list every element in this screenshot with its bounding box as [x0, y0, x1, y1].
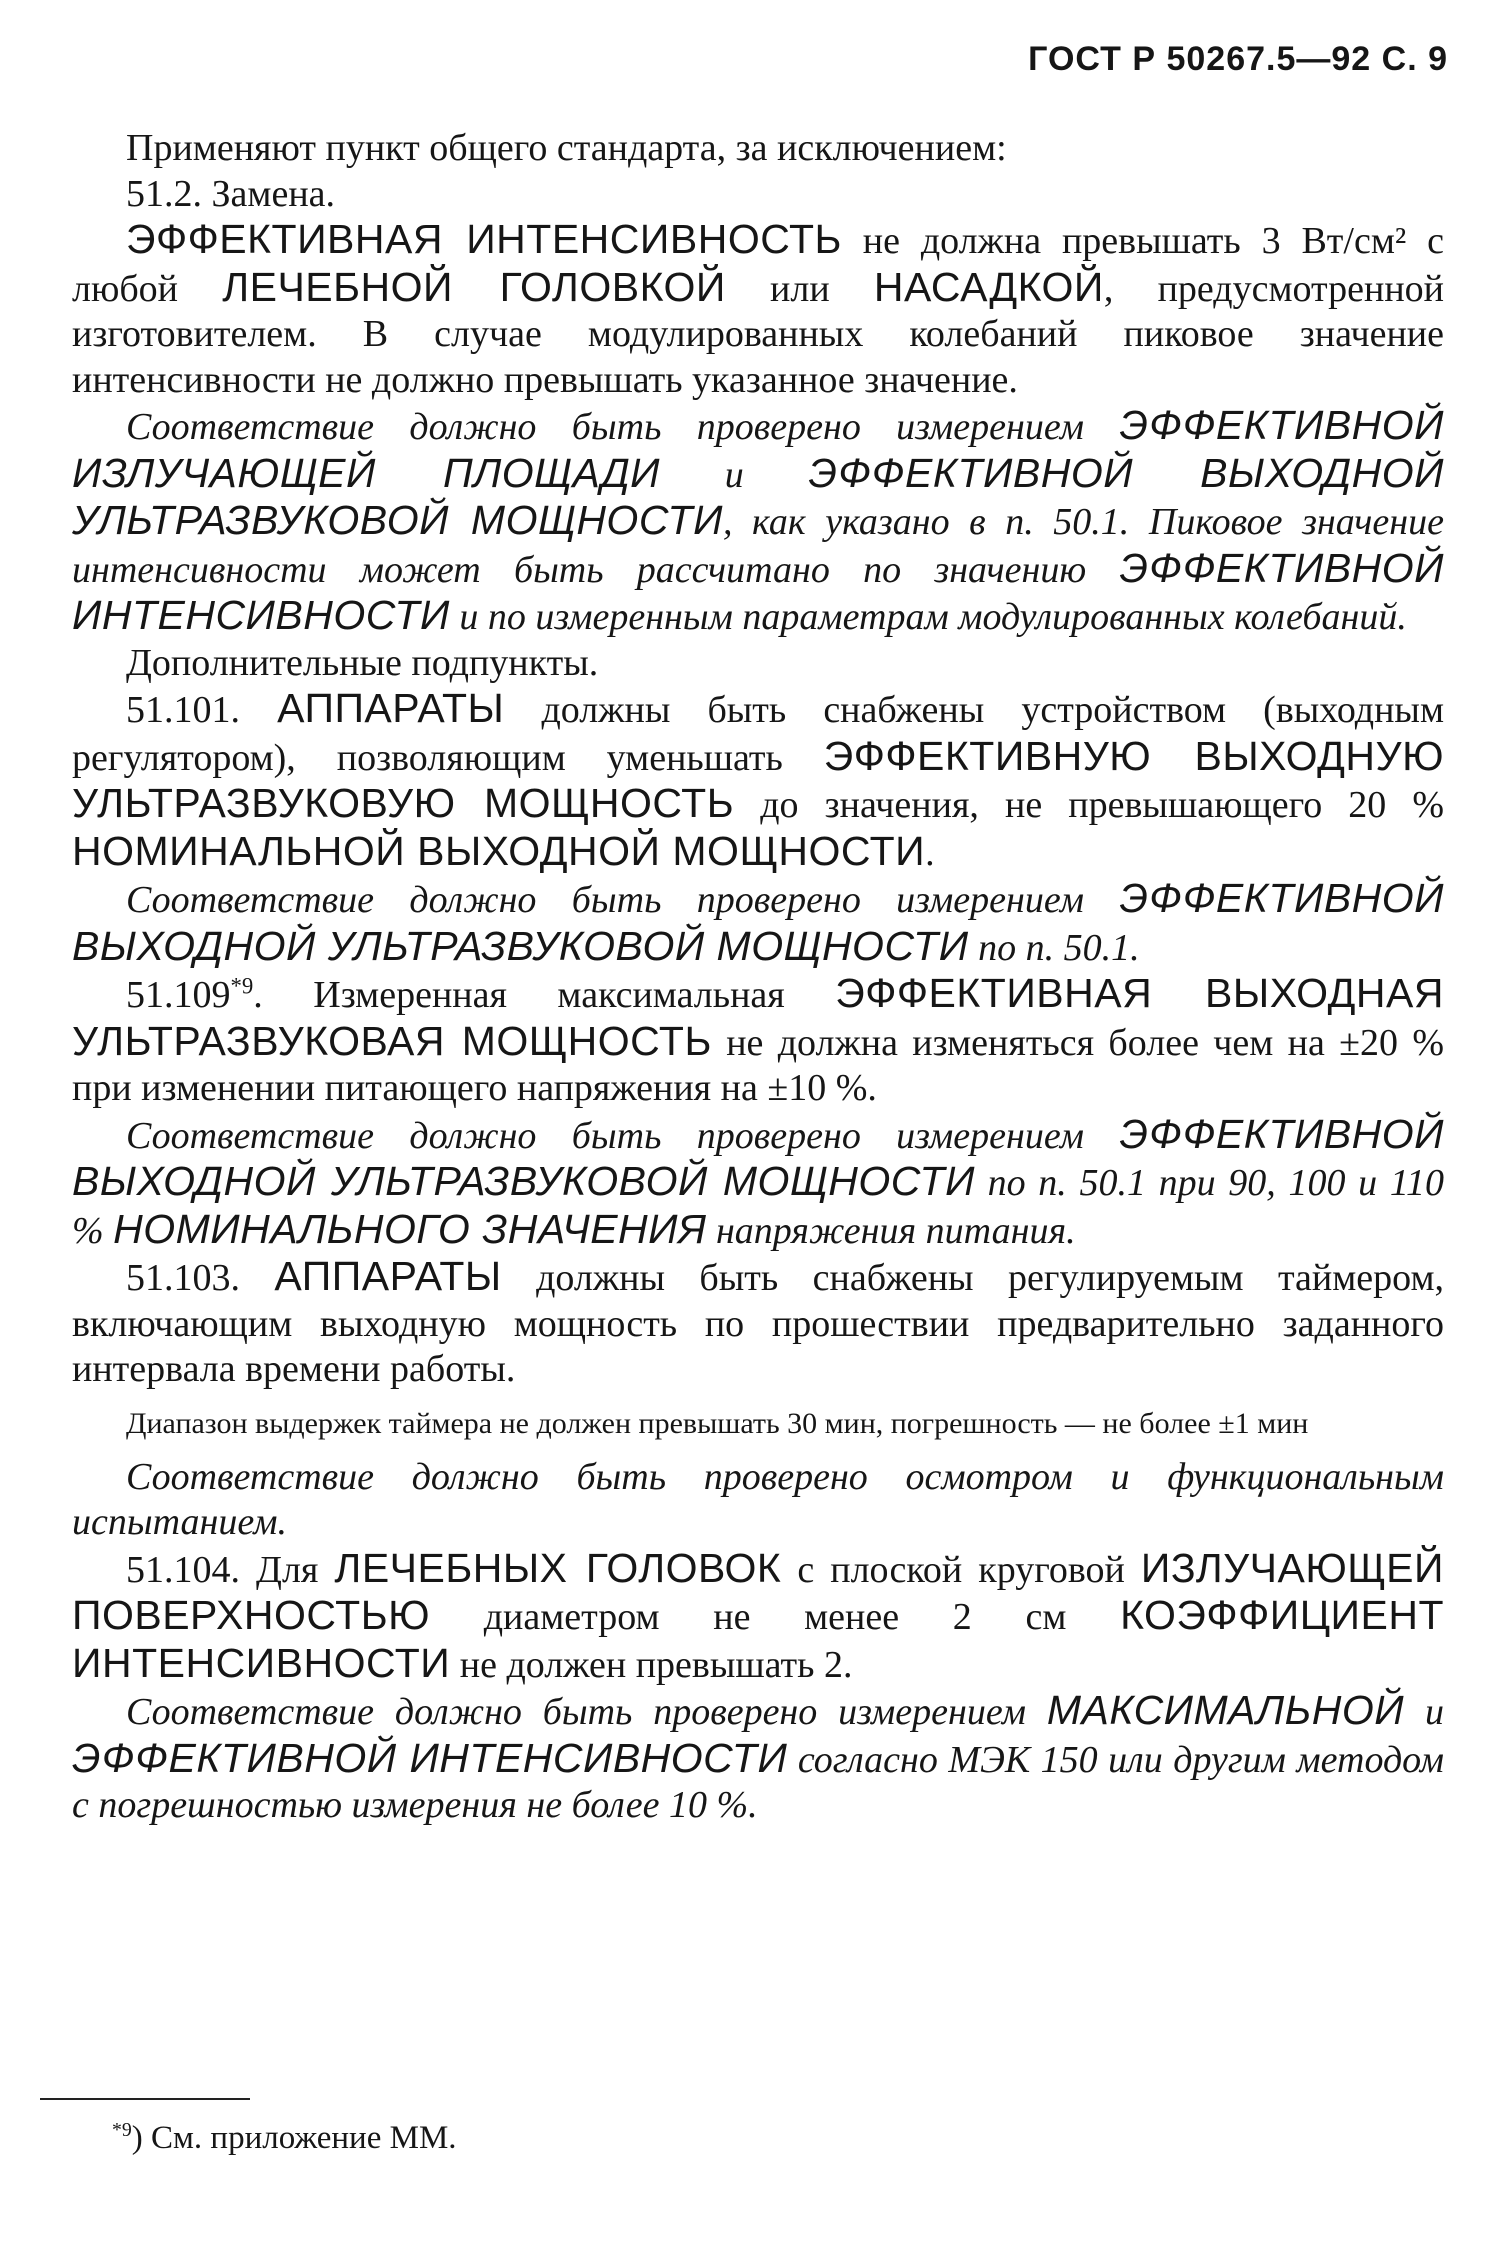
- term: КОЭФФИЦИЕНТ ИНТЕНСИВНОСТИ: [72, 1592, 1444, 1686]
- clause-number: 51.109: [126, 974, 231, 1016]
- paragraph: [72, 686, 1444, 876]
- text-run: и: [660, 453, 809, 496]
- text-run: не должен превышать 2.: [450, 1643, 853, 1686]
- footnote: [112, 2120, 457, 2157]
- text-run: . Измеренная максимальная: [253, 974, 836, 1016]
- text-run: Соответствие должно быть проверено измерением: [126, 879, 1120, 921]
- compliance-paragraph: Соответствие должно быть проверено осмотром и функциональным испытанием.: [72, 1455, 1444, 1543]
- paragraph: [72, 1546, 1444, 1689]
- term: ЭФФЕКТИВНУЮ ВЫХОДНУЮ УЛЬТРАЗВУКОВУЮ МОЩНОСТЬ: [72, 732, 1445, 826]
- text-run: или: [725, 267, 874, 310]
- paragraph: [72, 1254, 1444, 1393]
- document-body: [72, 126, 1444, 1829]
- note-paragraph: Диапазон выдержек таймера не должен превышать 30 мин, погрешность — не более ±1 мин: [126, 1406, 1309, 1440]
- term: ЭФФЕКТИВНАЯ ИНТЕНСИВНОСТЬ: [126, 216, 842, 262]
- clause-number: 51.101.: [126, 689, 278, 731]
- text-run: Соответствие должно быть проверено измерением: [126, 1691, 1047, 1733]
- term: АППАРАТЫ: [274, 1253, 502, 1299]
- paragraph: [72, 217, 1444, 403]
- term: НОМИНАЛЬНОГО ЗНАЧЕНИЯ: [113, 1205, 707, 1252]
- compliance-paragraph: [72, 876, 1444, 971]
- paragraph: [72, 971, 1444, 1112]
- footnote-mark: *9: [112, 2119, 132, 2141]
- clause-number: 51.103.: [126, 1257, 275, 1299]
- term: ЭФФЕКТИВНОЙ ВЫХОДНОЙ УЛЬТРАЗВУКОВОЙ МОЩНОСТИ: [72, 449, 1444, 543]
- term: НОМИНАЛЬНОЙ ВЫХОДНОЙ МОЩНОСТИ: [72, 827, 926, 874]
- term: ИЗЛУЧАЮЩЕЙ ПОВЕРХНОСТЬЮ: [72, 1544, 1444, 1638]
- term: ЭФФЕКТИВНОЙ ИНТЕНСИВНОСТИ: [72, 1734, 788, 1781]
- term: ЛЕЧЕБНЫХ ГОЛОВОК: [334, 1544, 782, 1591]
- text-run: и: [1404, 1691, 1444, 1733]
- text-run: согласно МЭК 150 или другим методом с погрешностью измерения не более 10 %.: [72, 1738, 1444, 1826]
- compliance-paragraph: [72, 1112, 1444, 1255]
- term: ЭФФЕКТИВНОЙ ИНТЕНСИВНОСТИ: [72, 544, 1444, 638]
- text-run: Соответствие должно быть проверено измерением: [126, 1114, 1120, 1157]
- text-run: должны быть снабжены регулируемым таймером, включающим выходную мощность по прошествии предварительно заданного интервала времени работы.: [72, 1257, 1444, 1390]
- term: МАКСИМАЛЬНОЙ: [1046, 1687, 1405, 1733]
- text-run: , предусмотренной изготовителем. В случае модулированных колебаний пиковое значение интенсивности не должно превышать указанное значение.: [72, 267, 1444, 401]
- text-run: по п. 50.1.: [968, 926, 1140, 969]
- paragraph: Применяют пункт общего стандарта, за исключением:: [126, 127, 1007, 169]
- text-run: и по измеренным параметрам модулированных колебаний.: [449, 596, 1407, 638]
- term: ЭФФЕКТИВНОЙ ВЫХОДНОЙ УЛЬТРАЗВУКОВОЙ МОЩНОСТИ: [72, 875, 1444, 969]
- footnote-divider: [40, 2098, 250, 2100]
- compliance-paragraph: [72, 403, 1444, 641]
- footnote-text: ) См. приложение ММ.: [131, 2120, 457, 2156]
- text-run: с плоской круговой: [781, 1548, 1141, 1591]
- term: ЛЕЧЕБНОЙ ГОЛОВКОЙ: [222, 263, 726, 310]
- paragraph: 51.2. Замена.: [126, 172, 336, 215]
- term: ЭФФЕКТИВНОЙ ВЫХОДНОЙ УЛЬТРАЗВУКОВОЙ МОЩНОСТИ: [72, 1110, 1444, 1204]
- term: ЭФФЕКТИВНАЯ ВЫХОДНАЯ УЛЬТРАЗВУКОВАЯ МОЩНОСТЬ: [72, 970, 1444, 1064]
- text-run: .: [925, 831, 935, 874]
- footnote-ref: *9: [230, 973, 254, 999]
- text-run: по п. 50.1 при 90, 100 и 110 %: [72, 1162, 1445, 1252]
- text-run: диаметром не менее 2 см: [430, 1596, 1121, 1638]
- text-run: не должна изменяться более чем на ±20 % при изменении питающего напряжения на ±10 %.: [72, 1021, 1444, 1109]
- text-run: Соответствие должно быть проверено измерением: [126, 406, 1120, 448]
- text-run: до значения, не превышающего 20 %: [734, 784, 1445, 826]
- term: АППАРАТЫ: [277, 685, 505, 731]
- text-run: , как указано в п. 50.1. Пиковое значение интенсивности может быть рассчитано по значению: [72, 501, 1444, 591]
- text-run: не должна превышать 3 Вт/см² с любой: [72, 220, 1444, 310]
- text-run: 51.104. Для: [126, 1548, 335, 1591]
- term: ЭФФЕКТИВНОЙ ИЗЛУЧАЮЩЕЙ ПЛОЩАДИ: [72, 402, 1444, 496]
- paragraph: Дополнительные подпункты.: [126, 641, 599, 684]
- compliance-paragraph: [72, 1688, 1444, 1829]
- term: НАСАДКОЙ: [873, 263, 1104, 310]
- text-run: должны быть снабжены устройством (выходным регулятором), позволяющим уменьшать: [72, 689, 1445, 779]
- page-header: ГОСТ Р 50267.5—92 С. 9: [1028, 40, 1448, 78]
- text-run: напряжения питания.: [706, 1209, 1076, 1252]
